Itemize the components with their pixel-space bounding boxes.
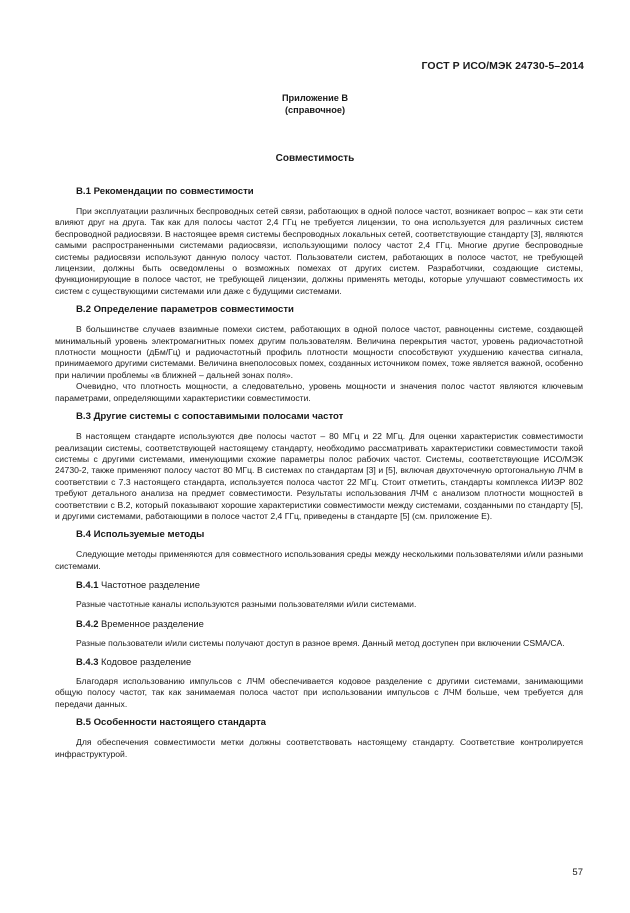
subsection-number: В.4.3 xyxy=(76,655,99,667)
document-code: ГОСТ Р ИСО/МЭК 24730-5–2014 xyxy=(421,60,584,72)
paragraph-b43-1: Благодаря использованию импульсов с ЛЧМ обеспечивается кодовое разделение с другими системами, занимающими общую полосу частот, так как занимаемая полоса частот при использовании импульсов с ЛЧМ больше, чем требуется для передачи данных. xyxy=(55,675,583,709)
annex-block xyxy=(0,92,630,116)
section-heading-b2: В.2 Определение параметров совместимости xyxy=(76,304,294,316)
subsection-heading-b43 xyxy=(76,656,583,668)
subsection-number: В.4.1 xyxy=(76,579,99,591)
paragraph-b4-1: Следующие методы применяются для совместного использования среды между несколькими пользователями и/или разными системами. xyxy=(55,549,583,571)
annex-title: Приложение В xyxy=(281,93,349,103)
section-heading-b3: В.3 Другие системы с сопоставимыми полосами частот xyxy=(76,411,344,423)
subsection-title: Кодовое разделение xyxy=(101,655,192,667)
paragraph-b2-2: Очевидно, что плотность мощности, а следовательно, уровень мощности и значения полос частот являются ключевым параметрами, определяющими характеристики совместимости. xyxy=(55,381,583,403)
paragraph-b5-1: Для обеспечения совместимости метки должны соответствовать настоящему стандарту. Соответствие контролируется инфраструктурой. xyxy=(55,737,583,759)
section-heading-b1: В.1 Рекомендации по совместимости xyxy=(76,186,254,197)
annex-subtitle: (справочное) xyxy=(284,105,345,115)
section-heading-b4: В.4 Используемые методы xyxy=(76,529,205,541)
page-number: 57 xyxy=(572,867,583,878)
paragraph-b1-1: При эксплуатации различных беспроводных сетей связи, работающих в одной полосе частот, возникает вопрос – как эти сети влияют друг на друга. Так как для полосы частот 2,4 ГГц не требуется лицензии, то она используется для различных систем беспроводной радиосвязи. В настоящее время системы беспроводных локальных сетей, соответствующие стандарту [3], являются самыми распространенными системами радиосвязи, использующими полосу частот 2,4 ГГц. Многие другие беспроводные системы радиосвязи используют данную полосу частот. Пользователи систем, работающих в полосе частот, не требующей лицензии, должны быть осведомлены о возможных помехах от других систем. Разработчики, создающие системы, функционирующие в полосе частот, не требующей лицензии, должны применять методы, которые улучшают совместимость их систем с существующими системами или даже с будущими системами. xyxy=(55,206,583,296)
subsection-heading-b41 xyxy=(76,579,583,591)
section-heading-b5: В.5 Особенности настоящего стандарта xyxy=(76,717,266,729)
paragraph-b2-1: В большинстве случаев взаимные помехи систем, работающих в одной полосе частот, равноценны системе, создающей минимальный уровень электромагнитных помех другим пользователям. Величина перекрытия частот, уровень радиочастотной плотности мощности (дБм/Гц) и радиочастотный профиль плотности мощности способствуют ухудшению качества сигнала, принимаемого другими системами. Величина внеполосовых помех, созданных источником помех, тоже является важной, особенно при наличии проблемы «в ближней – дальней зонах поля». xyxy=(55,324,583,380)
subsection-title: Временное разделение xyxy=(101,617,204,629)
page-title: Совместимость xyxy=(275,153,355,164)
subsection-heading-b42 xyxy=(76,618,583,630)
paragraph-b41-1: Разные частотные каналы используются разными пользователями и/или системами. xyxy=(76,599,417,610)
subsection-number: В.4.2 xyxy=(76,617,99,629)
paragraph-b42-1: Разные пользователи и/или системы получают доступ в разное время. Данный метод доступен при включении CSMA/CA. xyxy=(76,637,565,648)
paragraph-b3-1: В настоящем стандарте используются две полосы частот – 80 МГц и 22 МГц. Для оценки характеристик совместимости реализации системы, соответствующей настоящему стандарту, необходимо рассматривать характеристики совместимости такой системы с другими системами, именующими схожие параметры полос рабочих частот. Системы, соответствующие ИСО/МЭК 24730-2, также применяют полосу частот 80 МГц. В системах по стандартам [3] и [5], включая двухточечную ортогональную ЛЧМ в соответствии с 7.3 настоящего стандарта, используется полоса частот 22 МГц. Стоит отметить, стандарты комплекса ИИЭР 802 требуют детального анализа на предмет совместимости. Результаты использования ЛЧМ с анализом плотности мощностей в соответствии с В.2, который показывают хорошие характеристики совместимости между системами, созданными по стандарту [5], и другими системами, работающими в полосе частот 2,4 ГГц, приведены в стандарте [5] (см. приложение Е). xyxy=(55,431,583,521)
subsection-title: Частотное разделение xyxy=(101,579,200,591)
document-body xyxy=(55,186,583,760)
